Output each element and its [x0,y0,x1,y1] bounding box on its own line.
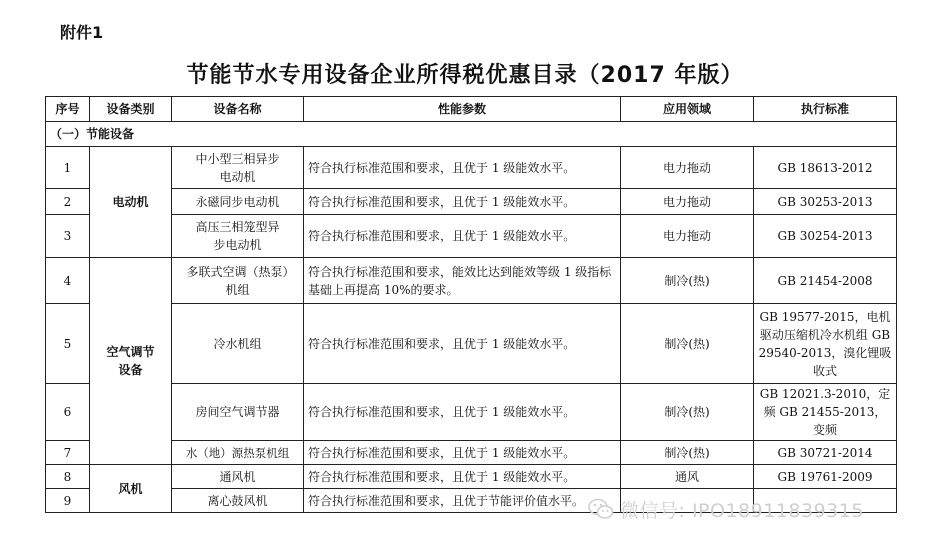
page-title: 节能节水专用设备企业所得税优惠目录（2017 年版） [186,63,744,88]
row-no: 3 [46,215,90,258]
equipment-name: 中小型三相异步电动机 [172,147,304,189]
standard: GB 30253-2013 [754,189,897,215]
performance-param: 符合执行标准范围和要求，且优于 1 级能效水平。 [304,189,621,215]
standard: GB 30721-2014 [754,441,897,465]
performance-param: 符合执行标准范围和要求，且优于 1 级能效水平。 [304,147,621,189]
row-no: 9 [46,489,90,513]
performance-param: 符合执行标准范围和要求，且优于 1 级能效水平。 [304,304,621,384]
row-no: 6 [46,384,90,441]
equipment-name: 离心鼓风机 [172,489,304,513]
standard: GB 19577-2015，电机驱动压缩机冷水机组 GB 29540-2013，溴化锂吸收式 [754,304,897,384]
standard: GB 19761-2009 [754,465,897,489]
watermark-text: 微信号: IPO18911839315 [620,499,864,522]
standard: GB 18613-2012 [754,147,897,189]
row-no: 1 [46,147,90,189]
header-name: 设备名称 [172,97,304,122]
equipment-name: 高压三相笼型异步电动机 [172,215,304,258]
section-row [46,122,897,147]
standard: GB 12021.3-2010，定频 GB 21455-2013，变频 [754,384,897,441]
attachment-label: 附件1 [60,23,104,42]
row-no: 5 [46,304,90,384]
standard: GB 21454-2008 [754,258,897,304]
performance-param: 符合执行标准范围和要求，且优于节能评价值水平。 [304,489,621,513]
application-field: 电力拖动 [621,215,754,258]
header-param: 性能参数 [304,97,621,122]
row-no: 8 [46,465,90,489]
table-row [46,304,897,384]
table-row [46,147,897,189]
catalog-table [45,96,897,513]
section-title: （一）节能设备 [46,122,897,147]
application-field: 通风 [621,465,754,489]
category-cell: 风机 [90,465,172,513]
equipment-name: 房间空气调节器 [172,384,304,441]
performance-param: 符合执行标准范围和要求，且优于 1 级能效水平。 [304,384,621,441]
equipment-name: 通风机 [172,465,304,489]
header-standard: 执行标准 [754,97,897,122]
application-field: 电力拖动 [621,147,754,189]
row-no: 4 [46,258,90,304]
equipment-name: 多联式空调（热泵）机组 [172,258,304,304]
application-field: 制冷(热) [621,384,754,441]
equipment-name: 冷水机组 [172,304,304,384]
table-row [46,215,897,258]
header-no: 序号 [46,97,90,122]
header-field: 应用领域 [621,97,754,122]
application-field: 制冷(热) [621,304,754,384]
equipment-name: 水（地）源热泵机组 [172,441,304,465]
application-field: 制冷(热) [621,441,754,465]
table-header-row [46,97,897,122]
table-row [46,465,897,489]
performance-param: 符合执行标准范围和要求，且优于 1 级能效水平。 [304,465,621,489]
standard: GB 30254-2013 [754,215,897,258]
table-row [46,189,897,215]
row-no: 7 [46,441,90,465]
application-field: 制冷(热) [621,258,754,304]
table-row [46,384,897,441]
application-field: 电力拖动 [621,189,754,215]
category-cell: 电动机 [90,147,172,258]
performance-param: 符合执行标准范围和要求，能效比达到能效等级 1 级指标基础上再提高 10%的要求。 [304,258,621,304]
header-category: 设备类别 [90,97,172,122]
watermark [588,495,864,523]
row-no: 2 [46,189,90,215]
equipment-name: 永磁同步电动机 [172,189,304,215]
wechat-icon [588,497,614,521]
performance-param: 符合执行标准范围和要求，且优于 1 级能效水平。 [304,441,621,465]
table-row [46,258,897,304]
performance-param: 符合执行标准范围和要求，且优于 1 级能效水平。 [304,215,621,258]
category-cell: 空气调节设备 [90,258,172,465]
table-row [46,441,897,465]
